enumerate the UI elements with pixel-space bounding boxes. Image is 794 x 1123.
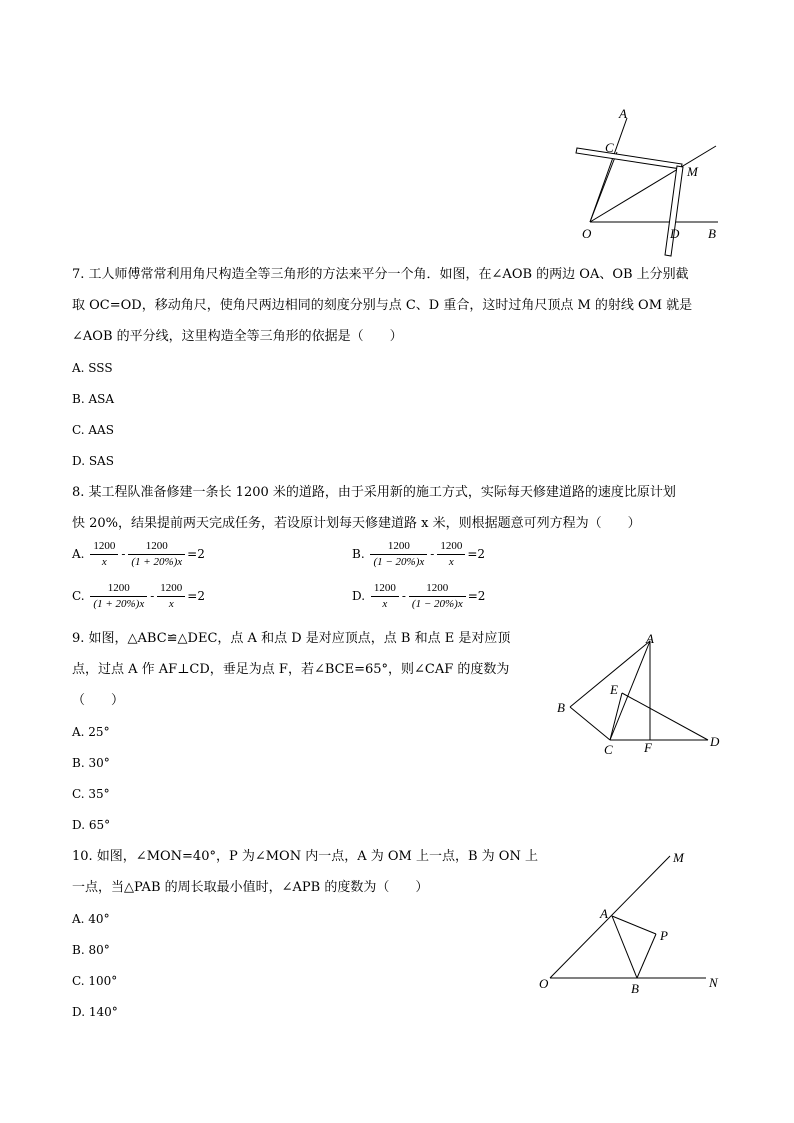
q8-option-b[interactable] (352, 540, 485, 569)
q9-option-b[interactable]: B. 30° (72, 756, 110, 770)
q8-stem-line-2: 快 20%，结果提前两天完成任务，若设原计划每天修建道路 x 米，则根据题意可列方程为（ ） (72, 516, 641, 531)
q8-option-c-fraction-2: $\frac{1200}{x}$ (157, 582, 185, 611)
q9-segment-ab (570, 641, 650, 707)
q7-label-a: A (619, 106, 627, 121)
q9-stem-line-3: （ ） (72, 693, 125, 708)
q9-segment-ed (622, 693, 708, 740)
q7-label-m: M (687, 164, 698, 179)
q7-option-a[interactable]: A. SSS (72, 361, 113, 375)
q8-option-d[interactable] (352, 582, 485, 611)
q8-option-b-letter: B. (352, 547, 365, 561)
q9-option-d[interactable]: D. 65° (72, 818, 111, 832)
q7-segment-oc (590, 152, 617, 222)
q8-option-c[interactable] (72, 582, 205, 611)
q9-label-a: A (646, 631, 654, 646)
q8-option-d-fraction-2: $\frac{1200}{(1 - 20\%)x}$ (409, 582, 466, 611)
q7-stem-line-2: 取 OC=OD，移动角尺，使角尺两边相同的刻度分别与点 C、D 重合，这时过角尺顶点 M 的射线 OM 就是 (72, 298, 693, 313)
q10-ray-om (550, 856, 670, 978)
q10-label-b: B (631, 981, 639, 996)
q10-option-a[interactable]: A. 40° (72, 912, 110, 926)
q9-option-a[interactable]: A. 25° (72, 725, 110, 739)
q10-stem-line-2: 一点，当△PAB 的周长取最小值时，∠APB 的度数为（ ） (72, 880, 429, 895)
q7-label-c: C (605, 140, 614, 155)
q7-label-d: D (670, 226, 680, 241)
q8-option-d-minus: - (401, 589, 406, 603)
q9-label-e: E (610, 682, 618, 697)
q8-option-c-rhs: =2 (187, 589, 205, 603)
q8-option-a-minus: - (121, 547, 126, 561)
q7-stem-line-1: 7. 工人师傅常常利用角尺构造全等三角形的方法来平分一个角．如图，在∠AOB 的两边 OA、OB 上分别截 (72, 267, 689, 282)
q8-option-a-letter: A. (72, 547, 85, 561)
q10-label-a: A (600, 906, 608, 921)
q9-label-d: D (710, 734, 720, 749)
q7-label-o: O (582, 226, 592, 241)
q10-stem-line-1: 10. 如图，∠MON=40°，P 为∠MON 内一点，A 为 OM 上一点，B 为 ON 上 (72, 849, 538, 864)
q10-label-o: O (539, 976, 549, 991)
q10-label-n: N (709, 975, 718, 990)
q10-segment-ab (612, 916, 637, 978)
q10-segment-pb (637, 934, 656, 978)
q10-option-d[interactable]: D. 140° (72, 1005, 118, 1019)
q9-label-f: F (644, 740, 652, 755)
q8-option-c-letter: C. (72, 589, 85, 603)
q8-option-b-fraction-1: $\frac{1200}{(1 - 20\%)x}$ (370, 540, 427, 569)
q8-option-c-fraction-1: $\frac{1200}{(1 + 20\%)x}$ (90, 582, 147, 611)
q7-option-b[interactable]: B. ASA (72, 392, 114, 406)
q8-option-d-rhs: =2 (467, 589, 486, 603)
q8-option-b-fraction-2: $\frac{1200}{x}$ (437, 540, 465, 569)
q7-option-d[interactable]: D. SAS (72, 454, 114, 468)
q10-option-c[interactable]: C. 100° (72, 974, 118, 988)
q9-segment-bc (570, 707, 610, 740)
q10-label-p: P (660, 928, 668, 943)
q10-figure (530, 848, 730, 998)
q7-option-c[interactable]: C. AAS (72, 423, 114, 437)
q8-option-a[interactable] (72, 540, 205, 569)
q10-label-m: M (673, 850, 684, 865)
q9-figure (550, 628, 740, 763)
q7-label-b: B (708, 226, 716, 241)
q7-ruler-arm-2 (665, 166, 683, 256)
q7-figure (560, 100, 740, 260)
q8-option-d-fraction-1: $\frac{1200}{x}$ (371, 582, 399, 611)
q8-option-c-minus: - (150, 589, 155, 603)
q8-option-b-minus: - (430, 547, 435, 561)
q8-option-b-rhs: =2 (467, 547, 486, 561)
q8-option-d-letter: D. (352, 589, 366, 603)
q8-option-a-rhs: =2 (187, 547, 205, 561)
q9-stem-line-2: 点，过点 A 作 AF⊥CD，垂足为点 F，若∠BCE=65°，则∠CAF 的度数为 (72, 662, 510, 677)
q7-stem-line-3: ∠AOB 的平分线，这里构造全等三角形的依据是（ ） (72, 329, 403, 344)
q8-option-a-fraction-1: $\frac{1200}{x}$ (90, 540, 118, 569)
q7-ruler-arm-1 (576, 148, 682, 169)
q9-segment-ec (610, 693, 622, 740)
q8-option-a-fraction-2: $\frac{1200}{(1 + 20\%)x}$ (128, 540, 185, 569)
q9-label-b: B (557, 700, 565, 715)
q9-option-c[interactable]: C. 35° (72, 787, 110, 801)
q10-option-b[interactable]: B. 80° (72, 943, 110, 957)
q9-stem-line-1: 9. 如图，△ABC≌△DEC，点 A 和点 D 是对应顶点，点 B 和点 E 是对应顶 (72, 631, 511, 646)
q8-stem-line-1: 8. 某工程队准备修建一条长 1200 米的道路，由于采用新的施工方式，实际每天修建道路的速度比原计划 (72, 485, 676, 500)
q9-label-c: C (604, 742, 613, 757)
